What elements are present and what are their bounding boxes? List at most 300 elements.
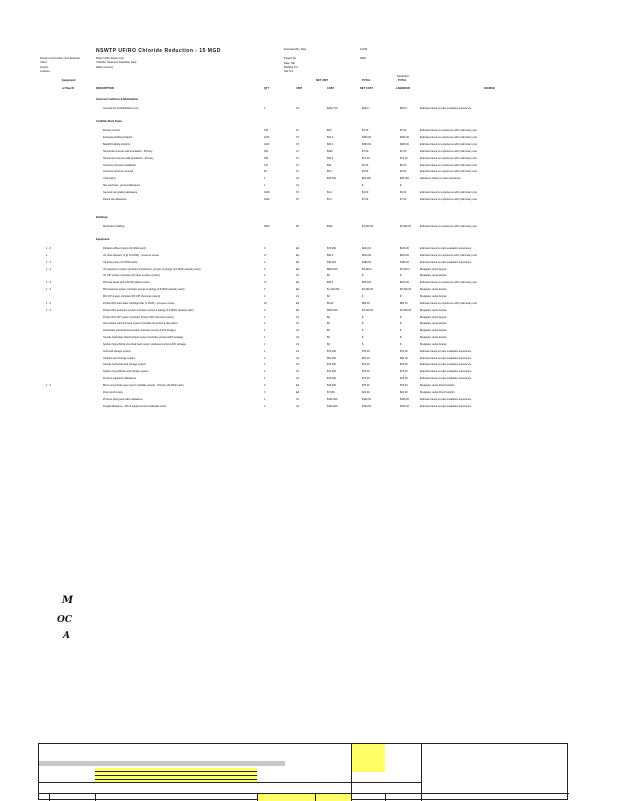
table-row	[0, 363, 618, 369]
row-qty: 16	[264, 301, 267, 305]
row-total: $21,00	[362, 390, 370, 394]
row-unit-cost: $5.0	[327, 170, 332, 174]
row-qty: 1	[264, 322, 266, 326]
table-row	[0, 107, 618, 113]
row-unit-cost: $100,000	[327, 397, 338, 401]
row-labor: $7.00	[400, 149, 407, 153]
table-row	[0, 302, 618, 308]
row-description: Sodium hypochlorite acid storage system	[103, 370, 149, 374]
row-source: Estimate based on experience with preliminary cost	[420, 225, 477, 228]
row-source: Estimate based on past evaluation experience	[420, 370, 472, 374]
row-source: Budgetary quote Fluid Controls	[420, 384, 455, 387]
col-unit-cost: COST	[327, 87, 335, 90]
row-description: General GC & Mobilization (est)	[103, 107, 139, 110]
table-row	[0, 225, 618, 231]
section-title: Buildings	[96, 216, 108, 219]
table-row	[0, 184, 618, 190]
row-description: Filtration effluent pump (11 MGD each)	[103, 247, 146, 250]
row-total: $4.00	[362, 191, 369, 195]
row-unit: EA	[296, 390, 300, 394]
title-block-bar	[39, 761, 285, 766]
meta-value: 0000	[360, 57, 366, 61]
row-unit-cost: $30.0	[327, 253, 334, 257]
row-description: Process equipment allowance	[103, 377, 137, 381]
row-total: $	[362, 294, 364, 298]
row-description: Site electrical - general allowance	[103, 184, 141, 188]
row-unit-cost: $30.0	[327, 281, 334, 285]
row-qty: 1	[264, 349, 266, 353]
row-description: Caustic hydroxide acid storage system	[103, 363, 146, 367]
table-row	[0, 198, 618, 204]
row-description: Product RO feed water cartridge filter (1 MGD) - pressure vessel	[103, 301, 175, 305]
row-unit-cost: $70,000	[327, 370, 337, 374]
table-row	[0, 136, 618, 142]
row-labor: $	[400, 294, 402, 298]
col-source: SOURCE	[484, 87, 496, 90]
row-qty: 9000	[264, 225, 270, 228]
row-source: Estimate based on experience with preliminary cost	[420, 191, 477, 195]
row-labor: $180,00	[400, 260, 410, 264]
row-qty: 1	[264, 404, 266, 408]
row-source: Budgetary quote Ampac	[420, 288, 447, 292]
row-unit: LS	[296, 274, 300, 278]
row-labor: $	[400, 342, 402, 346]
row-source: Estimate based on past evaluation experience	[420, 397, 472, 401]
row-description: Product RO CIP system (includes Product RO chemical system)	[103, 315, 174, 319]
row-qty: 1000	[264, 191, 270, 195]
row-description: UF feed strainers (1 @ 15 MGD) - pressure vessel	[103, 253, 159, 257]
table-row	[0, 329, 618, 335]
document-title: NSWTP UF/RO Chloride Reduction - 15 MGD	[96, 48, 221, 54]
row-labor: $3,300,00	[400, 288, 412, 292]
row-total: $330.00	[362, 142, 372, 146]
row-source: Budgetary quote Ampac	[420, 336, 447, 340]
row-description: General site grading allowance	[103, 191, 138, 195]
row-unit: EA	[296, 260, 300, 264]
row-qty: 1	[264, 107, 266, 110]
row-unit-cost: $1,100,000	[327, 288, 340, 292]
row-qty: 180	[264, 156, 269, 160]
row-source: Estimate based on experience with preliminary cost	[420, 198, 477, 201]
row-description: Concrete structure removal	[103, 170, 134, 174]
row-qty: 4	[264, 267, 266, 271]
row-total: $	[362, 322, 364, 326]
table-row	[0, 343, 618, 349]
meta-label: Estimated By: Date	[284, 48, 307, 51]
row-unit: LF	[296, 129, 299, 132]
right-meta-labels	[284, 48, 306, 74]
row-labor: $50,00	[400, 356, 408, 360]
row-description: Anti-scalant chemical feed system (includes all pumps & day tanks)	[103, 322, 178, 326]
row-total: $70,00	[362, 377, 370, 381]
row-total: $3.00	[362, 170, 369, 174]
row-unit-cost: $50,000	[327, 356, 337, 360]
table-row	[0, 357, 618, 363]
table-row	[0, 391, 618, 397]
row-source: Estimate based on experience with preliminary cost	[420, 135, 477, 139]
table-row	[0, 247, 618, 253]
row-unit-cost: $0	[327, 329, 330, 333]
row-qty: 4	[264, 260, 266, 264]
row-labor: $	[400, 329, 402, 333]
row-labor: $210,00	[400, 247, 410, 250]
row-total: $1,800,00	[362, 225, 374, 228]
table-row	[0, 405, 618, 411]
row-labor: $71.00	[400, 156, 408, 160]
row-unit-cost: $0	[327, 274, 330, 278]
row-unit: EA	[296, 247, 300, 250]
row-qty: 1	[264, 177, 266, 181]
row-description: Membrane building	[103, 225, 125, 228]
row-unit: EA	[296, 308, 300, 312]
row-total: $70,00	[362, 363, 370, 367]
row-labor: $70,00	[400, 349, 408, 353]
row-source: Budgetary quote Ampac	[420, 322, 447, 326]
row-description: Brine concentrate reject pump (variable speed) - Primary (20 MGD each)	[103, 384, 184, 387]
row-labor: $2.00	[400, 163, 407, 167]
row-source: Estimate based on experience with preliminary cost	[420, 149, 477, 153]
row-labor: $70,00	[400, 370, 408, 374]
row-description: Concrete structure installation	[103, 163, 137, 167]
row-unit: SY	[296, 198, 300, 201]
row-unit-cost: $500,000	[327, 308, 338, 312]
row-total: $100,00	[362, 404, 372, 408]
row-unit: LS	[296, 342, 300, 346]
row-labor: $21,00	[400, 390, 408, 394]
symbol-oc: OC	[57, 615, 73, 625]
row-qty: 180	[264, 149, 269, 153]
row-qty: 1	[264, 363, 266, 367]
row-labor: $1,800,00	[400, 225, 412, 228]
row-qty: 130	[264, 129, 269, 132]
row-total: $71.00	[362, 156, 370, 160]
row-labor: $1,500,00	[400, 308, 412, 312]
row-source: Estimate based on experience with preliminary cost	[420, 163, 477, 167]
col-description: DESCRIPTION	[96, 87, 114, 90]
row-description: Product RO treatment system (includes pumps & piping) (3.5 MGD capacity each)	[103, 308, 194, 312]
table-row	[0, 157, 618, 163]
table-row	[0, 370, 618, 376]
row-qty: 1100	[264, 142, 270, 146]
row-source: Budgetary quote Ampac	[420, 329, 447, 333]
equipment-sub-label: or Pipe ID	[62, 87, 75, 90]
row-total: $80,00	[362, 301, 370, 305]
row-qty: 1	[264, 315, 266, 319]
row-total: $	[362, 342, 364, 346]
row-equipment-id: 1 - 3	[46, 301, 52, 305]
row-total: $3,300,00	[362, 288, 374, 292]
row-description: Freight allowance - 3% of equipment and materials costs	[103, 404, 166, 408]
row-labor: $	[400, 336, 402, 340]
row-description: RO CIP system (includes RO CIP chemical system)	[103, 294, 161, 298]
meta-value: Water Utility Sewer Cost	[96, 57, 125, 60]
row-total: $180,00	[362, 260, 372, 264]
row-qty: 3	[264, 390, 266, 394]
title-block	[38, 743, 568, 800]
row-total: $510.00	[362, 253, 372, 257]
col-labor: LABOR/HR	[396, 87, 410, 90]
table-row	[0, 316, 618, 322]
row-unit: LS	[296, 397, 300, 401]
row-qty: 1	[264, 329, 266, 333]
row-unit-cost: $0	[327, 294, 330, 298]
row-qty: 1100	[264, 135, 270, 139]
row-total: $3,200,0	[362, 267, 372, 271]
row-source: Estimate based on experience with preliminary cost	[420, 281, 477, 285]
row-labor: $100,00	[400, 397, 410, 401]
row-description: Structural concrete slab foundation - Primary	[103, 149, 153, 153]
row-qty: 60	[264, 170, 267, 174]
row-unit-cost: $70,000	[327, 247, 337, 250]
row-unit-cost: $30.0	[327, 135, 334, 139]
table-row	[0, 288, 618, 294]
row-source: Estimate based on experience with preliminary cost	[420, 170, 477, 174]
row-unit: SY	[296, 191, 300, 195]
table-row	[0, 322, 618, 328]
table-row	[0, 336, 618, 342]
left-meta-labels	[40, 57, 80, 74]
row-description: Process piping and valve allowance	[103, 397, 143, 401]
row-total: $	[362, 336, 364, 340]
row-unit-cost: $70,000	[327, 349, 337, 353]
row-description: UF CIP system (includes UF clean in place system)	[103, 274, 160, 278]
row-unit-cost: $4.0	[327, 191, 332, 195]
row-qty: 17	[264, 253, 267, 257]
row-equipment-id: 1 - 3	[46, 247, 52, 250]
row-unit-cost: $0	[327, 322, 330, 326]
row-description: Excavate building footprint	[103, 135, 133, 139]
left-meta-values	[96, 57, 136, 70]
row-unit-cost: $45,000	[327, 260, 337, 264]
row-qty: 1	[264, 184, 266, 188]
row-unit: LS	[296, 404, 300, 408]
col-total-top: TOTAL	[362, 79, 371, 82]
row-unit: LS	[296, 377, 300, 381]
row-unit-cost: $200	[327, 225, 333, 228]
meta-value: 1/2/20	[360, 48, 368, 51]
symbol-a: A	[63, 631, 70, 641]
row-labor: $	[400, 322, 402, 326]
row-description: Structural concrete walls foundation - Primary	[103, 156, 154, 160]
row-source: Estimate based on past evaluation experience	[420, 356, 472, 360]
row-total: $75,00	[362, 384, 370, 387]
row-source: Estimate based on past evaluation experience	[420, 260, 472, 264]
row-labor: $4.00	[400, 191, 407, 195]
row-unit: LS	[296, 184, 300, 188]
table-row	[0, 177, 618, 183]
row-source: Budgetary quote Ampac	[420, 308, 447, 312]
row-description: UF equipment system (includes membranes, pumps, & piping) (4.5 MGD capacity each)	[103, 267, 201, 271]
row-unit: LS	[296, 336, 300, 340]
row-equipment-id: 1 - 3	[46, 281, 52, 285]
row-labor: $	[400, 184, 402, 188]
meta-label: Date: Tab	[284, 61, 296, 65]
row-unit: LS	[296, 315, 300, 319]
row-unit: EA	[296, 281, 300, 285]
table-row	[0, 170, 618, 176]
table-row	[0, 377, 618, 383]
row-description: Flow control valve	[103, 390, 124, 394]
symbol-m: M	[62, 595, 74, 606]
table-row	[0, 150, 618, 156]
row-total: $	[362, 274, 364, 278]
row-unit: CY	[296, 142, 300, 146]
row-source: Allowance based on past experience	[420, 177, 461, 181]
row-unit-cost: $25,000	[327, 384, 337, 387]
row-unit-cost: $40.0	[327, 156, 334, 160]
table-row	[0, 143, 618, 149]
row-total: $	[362, 329, 364, 333]
row-source: Budgetary quote Ampac	[420, 342, 447, 346]
row-equipment-id: 1 - 3	[46, 288, 52, 292]
row-qty: 1	[264, 336, 266, 340]
row-total: $7.00	[362, 129, 369, 132]
row-qty: 1	[264, 294, 266, 298]
row-source: Estimate based on past evaluation experience	[420, 247, 472, 250]
row-unit: EA	[296, 384, 300, 387]
row-unit: LS	[296, 177, 300, 181]
row-qty: 1	[264, 356, 266, 360]
row-description: Antiscalant chemical feed system (includes pumps & RO storage)	[103, 329, 176, 333]
row-source: Estimate based on experience with preliminary cost	[420, 253, 477, 257]
row-unit-cost: $30,000	[327, 177, 337, 181]
row-description: RO feed break tank (20,000 gallons each)	[103, 281, 150, 285]
table-row	[0, 281, 618, 287]
row-equipment-id: 1 - 3	[46, 384, 52, 387]
row-unit-cost: $400	[327, 149, 333, 153]
meta-label: Project No.	[284, 57, 297, 61]
row-unit-cost: $0	[327, 315, 330, 319]
row-description: RO treatment system (includes pumps & piping) (3.5 MGD capacity each)	[103, 288, 185, 292]
table-row	[0, 274, 618, 280]
row-labor: $220,7	[400, 107, 408, 110]
meta-label: Client:	[40, 61, 48, 65]
row-equipment-id: 1 - 4	[46, 260, 52, 264]
table-row	[0, 295, 618, 301]
table-row	[0, 398, 618, 404]
row-unit-cost: $0	[327, 336, 330, 340]
row-total: $7.00	[362, 198, 369, 201]
row-source: Estimate based on experience with preliminary cost	[420, 142, 477, 146]
row-source: Budgetary quote Fluid Controls	[420, 390, 455, 394]
row-description: Sodium hypochlorite chemical feed system (includes pumps & RO storage)	[103, 342, 186, 346]
row-unit: SF	[296, 225, 300, 228]
row-qty: 3	[264, 384, 266, 387]
row-equipment-id: 1	[46, 253, 48, 257]
equipment-label: Equipment	[62, 79, 76, 82]
row-labor: $330.00	[400, 142, 410, 146]
row-description: UF feed pump (4.5 MGD each)	[103, 260, 138, 264]
row-labor: $	[400, 315, 402, 319]
row-unit-cost: $100,000	[327, 404, 338, 408]
row-unit: LS	[296, 356, 300, 360]
row-qty: 1	[264, 397, 266, 401]
row-unit: LS	[296, 349, 300, 353]
detail-label: Detail Rev.	[397, 75, 410, 78]
col-labor-top: TOTAL	[398, 79, 407, 82]
row-qty: 1	[264, 377, 266, 381]
table-row	[0, 384, 618, 390]
row-labor: $70,00	[400, 377, 408, 381]
row-unit: LS	[296, 107, 300, 110]
row-source: Estimate based on past evaluation experience	[420, 377, 472, 381]
row-qty: 17	[264, 281, 267, 285]
row-description: Yard piping	[103, 177, 116, 181]
row-unit-cost: $70,000	[327, 363, 337, 367]
row-unit: LS	[296, 329, 300, 333]
col-unit: UNIT	[296, 87, 303, 90]
row-unit: EA	[296, 301, 300, 305]
row-source: Estimate based on experience with preliminary cost	[420, 156, 477, 160]
row-total: $7.00	[362, 149, 369, 153]
row-qty: 1	[264, 274, 266, 278]
row-labor: $75,00	[400, 384, 408, 387]
row-description: Erosion control	[103, 129, 120, 132]
row-description: Acid acid storage system	[103, 349, 131, 353]
section-title: General Conditions & Mobilization	[96, 98, 139, 101]
row-total: $	[362, 184, 364, 188]
section-title: Civil/Site Work Tasks	[96, 120, 122, 123]
row-unit: LS	[296, 363, 300, 367]
row-unit: EA	[296, 267, 300, 271]
row-total: $330.00	[362, 135, 372, 139]
row-unit: CY	[296, 149, 300, 153]
meta-label: Site S.F.	[284, 70, 294, 74]
meta-value: Water Conserv	[96, 65, 114, 69]
row-equipment-id: 1 - 4	[46, 267, 52, 271]
row-description: Backfill building footprint	[103, 142, 130, 146]
row-description: Caustic hydroxide chemical feed system (includes pumps & RO storage)	[103, 336, 184, 340]
row-unit: LS	[296, 294, 300, 298]
row-total: $510.00	[362, 281, 372, 285]
row-source: Estimate based on past evaluation experience	[420, 404, 472, 408]
row-unit-cost: $70,000	[327, 377, 337, 381]
row-labor: $30,000	[400, 177, 410, 181]
row-total: $100,00	[362, 397, 372, 401]
row-unit-cost: $800,000	[327, 267, 338, 271]
row-labor: $510.00	[400, 253, 410, 257]
meta-value: Chloride Treatment Feasibility Stud	[96, 61, 137, 65]
row-unit-cost: $0	[327, 342, 330, 346]
row-labor: $80,00	[400, 301, 408, 305]
row-qty: 137	[264, 163, 269, 167]
table-row	[0, 309, 618, 315]
row-source: Budgetary quote Ampac	[420, 274, 447, 278]
row-total: $70,00	[362, 370, 370, 374]
row-labor: $330.00	[400, 135, 410, 139]
row-labor: $70,00	[400, 363, 408, 367]
row-source: Estimate based on experience with preliminary cost	[420, 129, 477, 132]
row-unit: LS	[296, 322, 300, 326]
row-source: Budgetary quote Ampac	[420, 267, 447, 271]
row-qty: 1	[264, 342, 266, 346]
row-unit-cost: $5,00	[327, 301, 334, 305]
row-unit-cost: $5.0	[327, 129, 332, 132]
row-unit: CY	[296, 163, 300, 167]
row-source: Estimate based on past evaluation experience	[420, 349, 472, 353]
meta-label: Building S.F.	[284, 65, 299, 69]
row-unit-cost: $220,710	[327, 107, 338, 110]
title-block-highlight	[351, 744, 385, 772]
row-labor: $	[400, 274, 402, 278]
row-unit: CY	[296, 170, 300, 174]
row-source: Estimate based on past evaluation experience	[420, 107, 472, 110]
row-unit-cost: $30.0	[327, 142, 334, 146]
row-unit-cost: $20	[327, 163, 332, 167]
meta-label: Rough Construction Cost Estimate	[40, 57, 80, 60]
section-title: Equipment	[96, 238, 110, 241]
row-qty: 1	[264, 370, 266, 374]
